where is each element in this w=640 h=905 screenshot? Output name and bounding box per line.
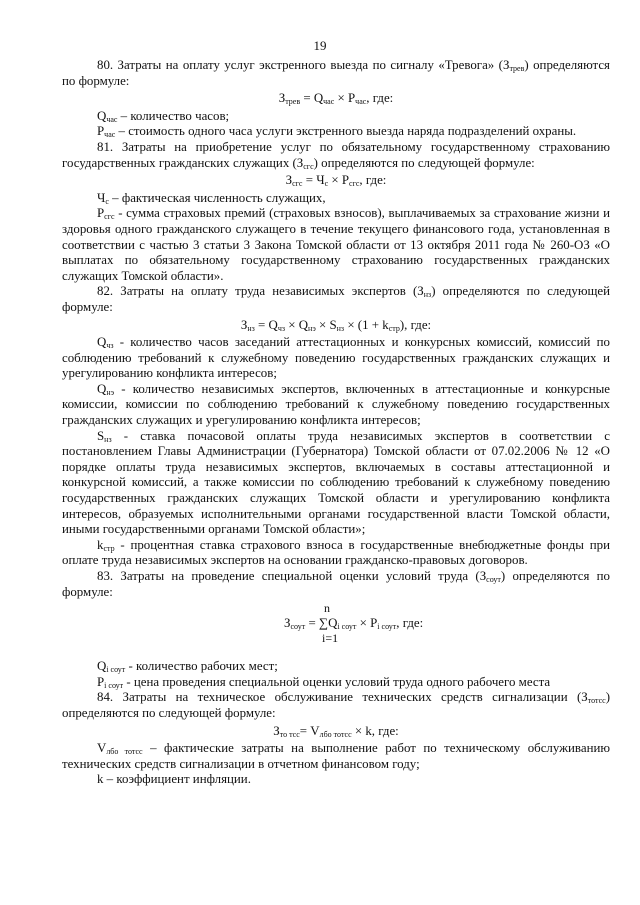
paragraph-81: 81. Затраты на приобретение услуг по обязательному государственному страхованию государственных гражданских служащих $(З_{сгс})$ определяются по следующей формуле: (62, 139, 610, 171)
definition-q-chas: $Q_{час}$ – количество часов; (97, 108, 230, 124)
definition-k-inflation: k – коэффициент инфляции. (97, 772, 251, 787)
definition-s-nz: $S_{нз}$ - ставка почасовой оплаты труда независимых экспертов в соответствии с постановлением Главы Администрации (Губернатора) Томской области от 07.02.2006 № 12 «О порядке оплаты труда независимых экспертов, включаемых в составы аттестационной и конкурсной комиссий, а также комиссии по соблюдению требований к служебному поведению государственных гражданских служащих Томской области и урегулированию конфликта интересов, образуемых исполнительными органами государственной власти Томской области, иными государственными органами Томской области»; (62, 428, 610, 537)
definition-q-ne: $Q_{нэ}$ - количество независимых экспертов, включенных в аттестационные и конкурсные комиссии, комиссии по соблюдению требований к служебному поведению государственных гражданских служащих и урегулированию конфликта интересов; (62, 381, 610, 428)
sum-lower-limit: i=1 (322, 631, 339, 646)
formula-81: $З_{сгс} = Ч_с \times P_{сгс}$, где: (285, 173, 387, 189)
formula-80: $З_{трев} = Q_{час} \times P_{час}$, где: (278, 91, 394, 107)
definition-v-lbo: $V_{лбо тотсс}$ – фактические затраты на выполнение работ по техническому обслуживанию технических средств сигнализации в отчетном финансовом году; (62, 741, 610, 771)
paragraph-84: 84. Затраты на техническое обслуживание технических средств сигнализации $(З_{тотсс})$ определяются по следующей формуле: (62, 690, 610, 720)
definition-p-sgs: $Р_{сгс}$ - сумма страховых премий (страховых взносов), выплачиваемых за страхование жизни и здоровья одного гражданского служащего в течение текущего финансового года, установленная в соответствии с частью 3 статьи 3 Закона Томской области от 13 октября 2011 года № 260-ОЗ «О выплатах по обязательному государственному страхованию государственных гражданских служащих Томской области». (62, 206, 610, 283)
definition-ch-s: $Ч_с$ – фактическая численность служащих, (97, 190, 326, 206)
page-number: 19 (313, 38, 327, 53)
definition-p-chas: $P_{час}$ – стоимость одного часа услуги экстренного выезда наряда подразделений охраны. (97, 124, 577, 140)
sum-expression: $З_{соут} = \sum Q_{i соут} \times P_{i соут}$, где: (284, 616, 424, 632)
sum-upper-limit: n (324, 601, 330, 616)
definition-p-i-sout: $P_{i соут}$ - цена проведения специальной оценки условий труда одного рабочего места (97, 674, 551, 690)
formula-84: $З_{то тсс}= V_{лбо тотсс} \times k$, где: (273, 723, 399, 739)
document-body (62, 58, 610, 788)
paragraph-80: 80. Затраты на оплату услуг экстренного выезда по сигналу «Тревога» $(З_{трев})$ определяются по формуле: (62, 58, 610, 88)
definition-q-chz: $Q_{чз}$ - количество часов заседаний аттестационных и конкурсных комиссий, комиссий по соблюдению требований к служебному поведению государственных гражданских служащих и урегулированию конфликта интересов; (62, 335, 610, 381)
paragraph-82: 82. Затраты на оплату труда независимых экспертов $(З_{нз})$ определяются по следующей формуле: (62, 284, 610, 314)
paragraph-83: 83. Затраты на проведение специальной оценки условий труда $(З_{соут})$ определяются по формуле: (62, 569, 610, 599)
formula-83 (62, 601, 610, 657)
definition-q-i-sout: $Q_{i соут}$ - количество рабочих мест; (97, 659, 278, 675)
formula-82: $З_{нз} = Q_{чз} \times Q_{нэ} \times S_{нз} \times (1 + k_{стр})$, где: (240, 317, 432, 333)
definition-k-str: $k_{стр}$ - процентная ставка страхового взноса в государственные внебюджетные фонды при оплате труда независимых экспертов на основании гражданско-правовых договоров. (62, 537, 610, 568)
